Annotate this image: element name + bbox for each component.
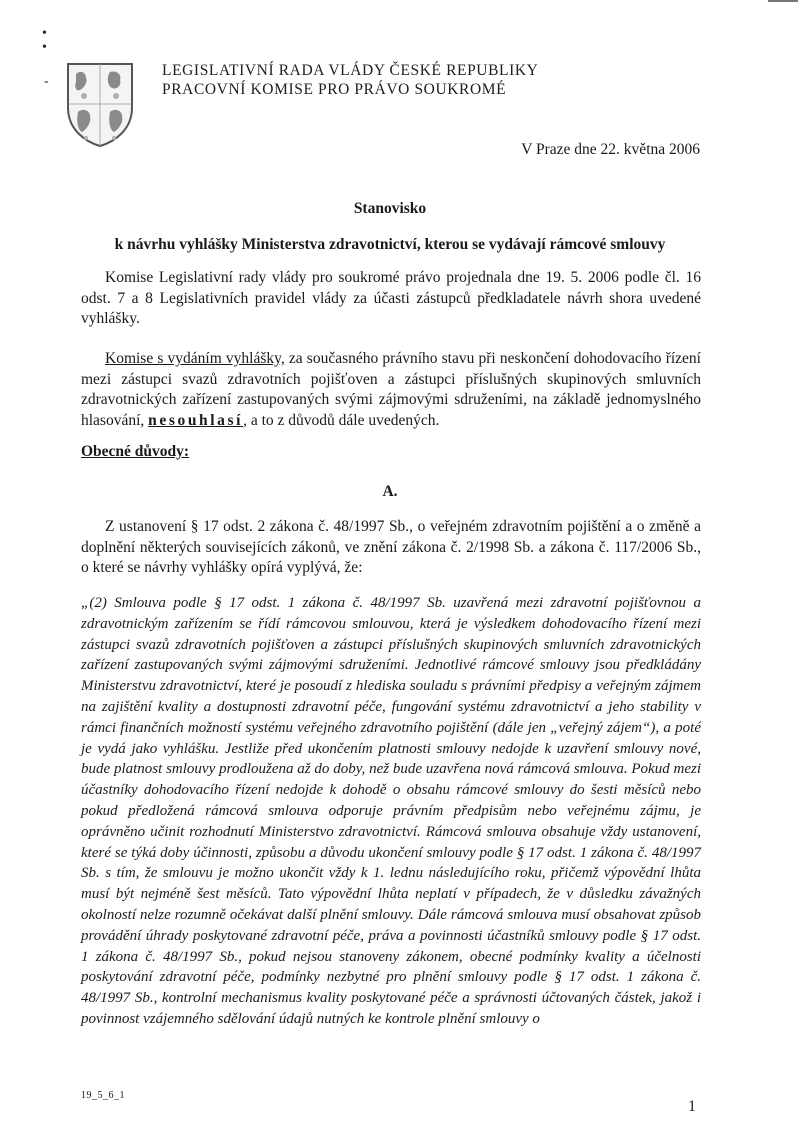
czech-lion-crest-icon [64,60,136,148]
document-subtitle: k návrhu vyhlášky Ministerstva zdravotnictví, kterou se vydávají rámcové smlouvy [114,236,666,253]
header-commission-name: PRACOVNÍ KOMISE PRO PRÁVO SOUKROMÉ [162,81,507,98]
verdict-emphasis: nesouhlasí [148,411,244,429]
margin-dot: • [42,40,47,55]
header-council-name: LEGISLATIVNÍ RADA VLÁDY ČESKÉ REPUBLIKY [162,62,539,79]
verdict-end: , a to z důvodů dále uvedených. [243,411,440,429]
document-id: 19_5_6_1 [81,1090,125,1101]
page-number: 1 [688,1098,696,1115]
document-title: Stanovisko [353,200,427,217]
margin-dash: - [44,74,49,89]
verdict-underlined-start: Komise s vydáním vyhlášky, [105,350,285,367]
section-letter: A. [382,483,398,500]
legal-basis-paragraph: Z ustanovení § 17 odst. 2 zákona č. 48/1997 Sb., o veřejném zdravotním pojištění a o změně a doplnění některých souvisejících zákonů, ve znění zákona č. 2/1998 Sb. a zákona č. 117/2006 Sb., o které se návrhy vyhlášky opírá vyplývá, že: [81,518,701,576]
document-date: V Praze dne 22. května 2006 [521,141,700,158]
verdict-paragraph [81,349,701,431]
verdict-middle: za současného právního stavu při neskončení dohodovacího řízení mezi zástupci svazů zdravotních pojišťoven a zástupci příslušných skupinových smluvních zdravotnických zařízení zastupovaných svými zájmovými sdruženími, na základě jednomyslného hlasování, [81,350,701,429]
corner-scan-mark [768,0,798,2]
intro-paragraph: Komise Legislativní rady vlády pro soukromé právo projednala dne 19. 5. 2006 podle čl. 16 odst. 7 a 8 Legislativních pravidel vlády za účasti zástupců předkladatele návrh shora uvedené vyhlášky. [81,269,701,327]
section-heading: Obecné důvody: [81,443,190,460]
law-quote: „(2) Smlouva podle § 17 odst. 1 zákona č. 48/1997 Sb. uzavřená mezi zdravotní pojišťovnou a zdravotnickým zařízením se řídí rámcovou smlouvou, která je výsledkem dohodovacího řízení mezi zástupci svazů zdravotních pojišťoven a zástupci příslušných skupinových smluvních zdravotnických zařízení zastupovaných svými zájmovými sdruženími. Jednotlivé rámcové smlouvy jsou předkládány Ministerstvu zdravotnictví, které je posoudí z hlediska souladu s právními předpisy a veřejným zájmem na zajištění kvality a dostupnosti zdravotní péče, fungování systému zdravotnictví a jeho stability v rámci finančních možností systému veřejného zdravotního pojištění (dále jen „veřejný zájem“), a poté je vydá jako vyhlášku. Jestliže před ukončením platnosti smlouvy nedojde k uzavření smlouvy nové, bude platnost smlouvy prodloužena až do doby, než bude uzavřena nová rámcová smlouva. Pokud mezi účastníky dohodovacího řízení nedojde k dohodě o obsahu rámcové smlouvy do šesti měsíců nebo pokud předložená rámcová smlouva odporuje právním předpisům nebo veřejnému zájmu, je oprávněno učinit rozhodnutí Ministerstvo zdravotnictví. Rámcová smlouva obsahuje vždy ustanovení, které se týká doby účinnosti, způsobu a důvodu ukončení smlouvy podle § 17 odst. 1 zákona č. 48/1997 Sb. s tím, že smlouvu je možno ukončit vždy k 1. lednu následujícího roku, přičemž výpovědní lhůta musí být nejméně šest měsíců. Tato výpovědní lhůta neplatí v případech, že v důsledku závažných okolností nelze rozumně očekávat další plnění smlouvy. Dále rámcová smlouva musí obsahovat způsob provádění úhrady poskytované zdravotní péče, práva a povinnosti účastníků smlouvy podle § 17 odst. 1 zákona č. 48/1997 Sb., pokud nejsou stanoveny zákonem, obecné podmínky kvality a účelnosti poskytování zdravotní péče, podmínky nezbytné pro plnění smlouvy podle § 17 odst. 1 zákona č. 48/1997 Sb., kontrolní mechanismus kvality poskytované péče a správnosti účtovaných částek, jakož i povinnost vzájemného sdělování údajů nutných ke kontrole plnění smlouvy o [81,595,701,1027]
margin-dot: • [42,26,47,41]
